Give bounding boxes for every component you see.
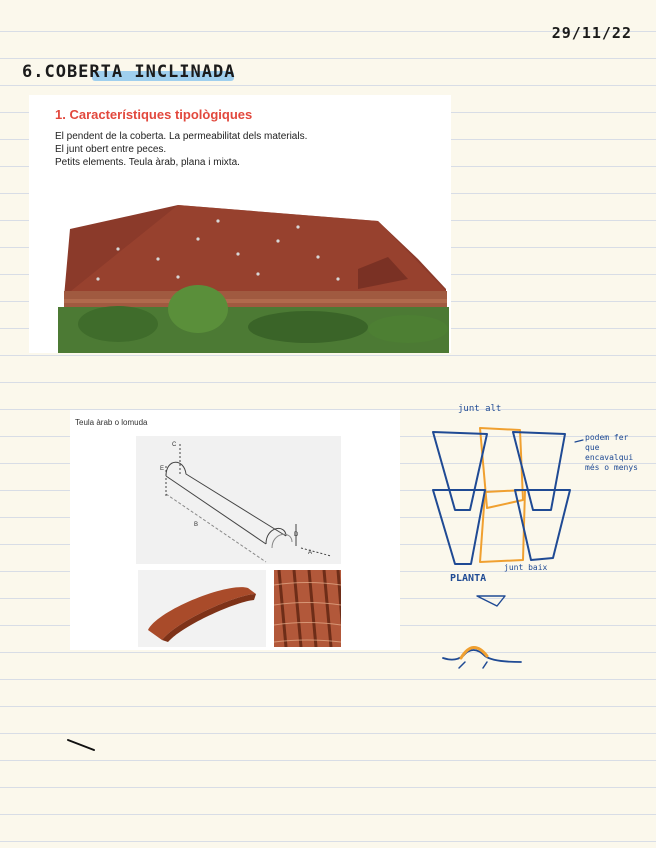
sketch-plan-label: PLANTA (450, 573, 487, 584)
label-d: D (294, 532, 299, 538)
slide-characteristics (29, 95, 451, 353)
slide-caption: Teula àrab o lomuda (75, 418, 148, 427)
single-tile-photo (138, 570, 266, 647)
slide-line: El pendent de la coberta. La permeabilitat dels materials. (55, 131, 308, 142)
tile-dimension-diagram (136, 436, 341, 564)
slide-line: El junt obert entre peces. (55, 144, 167, 155)
side-note-line: que encavalqui (585, 443, 634, 462)
slide-line: Petits elements. Teula àrab, plana i mixta. (55, 157, 240, 168)
side-note-line: més o menys (585, 463, 638, 472)
slide-title: 1. Característiques tipològiques (55, 107, 253, 122)
tile-roof-photo (274, 570, 341, 647)
pen-stroke-mark (66, 736, 100, 752)
label-e: E (160, 466, 165, 472)
note-heading: 6.COBERTA INCLINADA (22, 62, 236, 82)
slide-text (55, 130, 307, 169)
sketch-note-top: junt alt (458, 404, 502, 414)
roof-building-photo (58, 199, 449, 353)
note-date: 29/11/22 (551, 24, 632, 42)
sketch-note-side (585, 433, 651, 473)
sketch-note-bottom: junt baix (504, 563, 548, 572)
label-c: C (172, 442, 177, 448)
label-b: B (194, 522, 199, 528)
slide-arab-tile (70, 410, 400, 650)
side-note-line: podem fer (585, 433, 629, 442)
label-a: A (308, 550, 313, 556)
